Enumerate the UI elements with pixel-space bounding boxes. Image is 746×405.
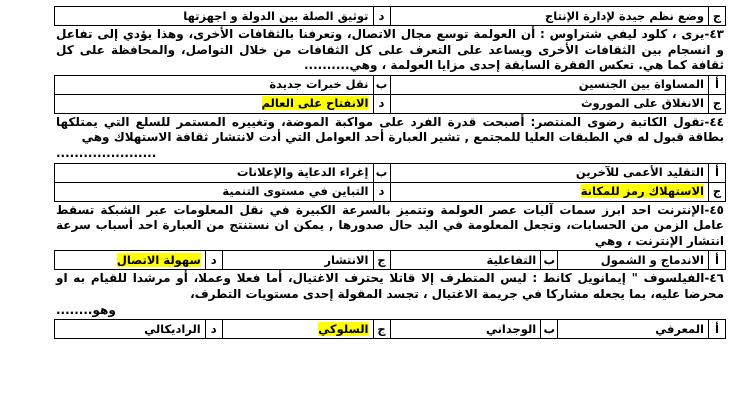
option-letter: ج [709,94,726,113]
option-letter: ب [541,320,558,339]
option-letter: د [373,94,390,113]
option-text: المساواة بين الجنسين [390,75,709,94]
highlight: السلوكي [318,321,369,336]
option-text-highlighted [55,251,206,270]
option-letter: أ [709,75,726,94]
options-table-q46 [54,319,726,339]
option-letter: ب [373,75,390,94]
option-text: التباين في مستوى التنمية [55,182,374,201]
option-text: وضع نظم جيدة لإدارة الإنتاج [390,7,709,26]
options-table-q43 [54,75,726,114]
question-44-text: ٤٤-تقول الكاتبة رضوى المنتصر: أصبحت قدرة الفرد على مواكبة الموضة، وتغييره المستمر للسلع التي يمتلكها بطاقة قبول له في الطبقات العليا للمجتمع , تشير العبارة أحد العوامل التي أدت لانتشار ثقافة الاستهلاك وهي [56,114,724,145]
option-text: توثيق الصلة بين الدولة و اجهزتها [55,7,374,26]
option-text-highlighted [222,320,373,339]
option-letter: أ [709,320,726,339]
option-letter: ب [373,163,390,182]
option-letter: ب [541,251,558,270]
options-table-q44 [54,163,726,202]
option-text: الانتشار [222,251,373,270]
option-letter: د [205,251,222,270]
highlight: الانفتاح على العالم [261,96,369,111]
option-text: إغراء الدعاية والإعلانات [55,163,374,182]
option-text-highlighted [55,94,374,113]
options-table-q45 [54,250,726,270]
option-letter: ج [373,320,390,339]
option-letter: أ [709,251,726,270]
option-letter: ج [709,182,726,201]
option-text: الاندماج و الشمول [558,251,709,270]
option-letter: ج [373,251,390,270]
question-46 [54,270,726,319]
highlight: الاستهلاك رمز للمكانة [580,184,704,199]
option-letter: ج [709,7,726,26]
question-46-text: ٤٦-الفيلسوف " إيمانويل كانط : ليس المتطرف إلا قاتلا يحترف الاغتيال، أما فعلا وعملا، أو مرشدا للقيام به او محرضا عليه، بما يجعله مشاركا في جريمة الاغتيال ، تجسد المقولة إحدى مستويات التطرف، [56,271,724,301]
answer-blank: ...................... [56,145,157,160]
highlight: سهولة الاتصال [116,252,201,267]
question-43: ٤٣-يرى ، كلود ليفي شتراوس : أن العولمة توسع مجال الاتصال، وتعرفنا بالثقافات الأخرى، وهذا يؤدي إلى تفاعل و انسجام بين الثقافات الأخرى ويساعد على التعرف على كل الثقافات من خلال التواصل، والمحافظة على كل ثقافة كما هي. تعكس الفقرة السابقة إحدى مزايا العولمة ، وهي.......... [56,27,724,73]
option-text: الوجداني [390,320,541,339]
answer-blank: وهو........ [56,302,116,317]
option-letter: أ [709,163,726,182]
options-table-q42 [54,6,726,26]
option-text: التفاعلية [390,251,541,270]
exam-page [54,6,726,339]
question-45: ٤٥-الإنترنت احد ابرز سمات آليات عصر العولمة وتتميز بالسرعة الكبيرة في نقل المعلومات عبر الشبكة تسقط عامل الزمن من الحسابات، وتجعل المعلومة في اليد حال صدورها , يمكن ان نستنتج من العبارة احد أسباب سرعة انتشار الإنترنت ، وهي [56,202,724,248]
option-letter: د [373,7,390,26]
question-44 [54,114,726,163]
option-text: الراديكالي [55,320,206,339]
option-letter: د [205,320,222,339]
option-text-highlighted [390,182,709,201]
option-text: الانغلاق على الموروث [390,94,709,113]
option-text: نقل خبرات جديدة [55,75,374,94]
option-text: المعرفي [558,320,709,339]
option-letter: د [373,182,390,201]
option-text: التقليد الأعمى للآخرين [390,163,709,182]
